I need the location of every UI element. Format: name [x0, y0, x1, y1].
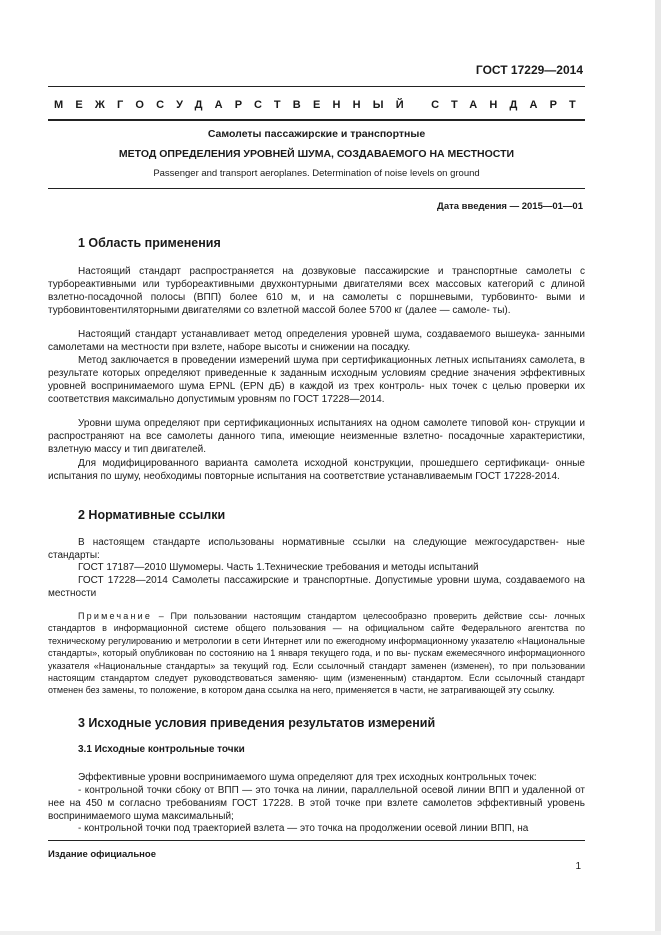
section-2-reference-1: ГОСТ 17187—2010 Шумомеры. Часть 1.Технические требования и методы испытаний [78, 562, 479, 573]
section-1-paragraph-1: Настоящий стандарт распространяется на дозвуковые пассажирские и транспортные самолеты с турбореактивными или турбореактивными двухконтурными двигателями всех массовых категорий с длиной взлетно-посадочной полосы (ВПП) более 610 м, и на самолеты с поршневыми, турбовинто- выми и турбовинтовентиляторными двигателями со взлетной массой более 5700 кг (далее — самоле- ты). [48, 266, 585, 316]
page-number: 1 [575, 861, 581, 872]
footer-rule [48, 840, 585, 841]
section-1-heading: 1 Область применения [78, 236, 221, 250]
subsection-3-1-heading: 3.1 Исходные контрольные точки [78, 744, 245, 755]
section-2-note [48, 610, 585, 697]
section-1-paragraph-4: Уровни шума определяют при сертификационных испытаниях на одном самолете типовой кон- струкции и распространяют на все самолеты данного типа, имеющие неизменные взлетно- посадочные характеристики, взлетную массу и тип двигателей. [48, 418, 585, 455]
section-1-paragraph-3: Метод заключается в проведении измерений шума при сертификационных летных испытаниях самолета, в результате которых определяют приведенные к заданным исходным условиям средние значения эффективных уровней воспринимаемого шума EPNL (EPN дБ) в каждой из трех контроль- ных точек с целью проверки их соответствия максимально допустимым уровням по ГОСТ 17228—2014. [48, 355, 585, 405]
note-text: – При пользовании настоящим стандартом целесообразно проверить действие ссы- лочных стандартов в информационной системе общего пользования — на официальном сайте Федерального агентства по техническому регулированию и метрологии в сети Интернет или по ежегодному информационному указателю «Национальные стандарты», который опубликован по состоянию на 1 января текущего года, и по вы- пускам ежемесячного информационного указателя «Национальные стандарты» за текущий год. Если ссылочный стандарт заменен (изменен), то при пользовании настоящим стандартом следует руководствоваться заменяю- щим (измененным) стандартом. Если ссылочный стандарт отменен без замены, то положение, в котором дана ссылка на него, применяется в части, не затрагивающей эту ссылку. [48, 611, 585, 696]
document-title-line2: МЕТОД ОПРЕДЕЛЕНИЯ УРОВНЕЙ ШУМА, СОЗДАВАЕМОГО НА МЕСТНОСТИ [118, 148, 515, 160]
section-2-paragraph-1: В настоящем стандарте использованы нормативные ссылки на следующие межгосударствен- ные стандарты: [48, 537, 585, 561]
scan-edge-right [655, 0, 661, 935]
note-label: Примечание [78, 611, 153, 621]
document-title-line1: Самолеты пассажирские и транспортные [207, 128, 426, 140]
section-1-paragraph-5: Для модифицированного варианта самолета исходной конструкции, прошедшего сертификаци- онные испытания по шуму, необходимы повторные испытания на соответствие устанавливаемым ГОСТ 17228-2014. [48, 458, 585, 482]
edition-label: Издание официальное [48, 849, 156, 860]
introduction-date: Дата введения — 2015—01—01 [437, 201, 583, 212]
section-2-reference-2: ГОСТ 17228—2014 Самолеты пассажирские и транспортные. Допустимые уровни шума, создаваемого на местности [48, 575, 585, 599]
section-3-heading: 3 Исходные условия приведения результатов измерений [78, 716, 436, 730]
header-rule-top [48, 86, 585, 87]
scan-edge-bottom [0, 931, 661, 935]
standard-type-banner: МЕЖГОСУДАРСТВЕННЫЙ СТАНДАРТ [54, 99, 588, 111]
document-title-english: Passenger and transport aeroplanes. Determination of noise levels on ground [153, 168, 480, 179]
section-3-paragraph-1: Эффективные уровни воспринимаемого шума определяют для трех исходных контрольных точек: [78, 772, 537, 783]
section-1-paragraph-2: Настоящий стандарт устанавливает метод определения уровней шума, создаваемого вышеука- занными самолетами на местности при взлете, наборе высоты и снижении на посадку. [48, 329, 585, 353]
section-2-heading: 2 Нормативные ссылки [78, 508, 226, 522]
gost-number: ГОСТ 17229—2014 [475, 63, 583, 77]
section-3-paragraph-3: - контрольной точки под траекторией взлета — это точка на продолжении осевой линии ВПП, на [78, 823, 529, 834]
header-rule-bottom [48, 119, 585, 121]
section-3-paragraph-2: - контрольной точки сбоку от ВПП — это точка на линии, параллельной осевой линии ВПП и удаленной от нее на 450 м согласно требованиям ГОСТ 17228. В этой точке при взлете самолетов эффективный уровень воспринимаемого шума максимальный; [48, 785, 585, 822]
title-rule [48, 188, 585, 189]
